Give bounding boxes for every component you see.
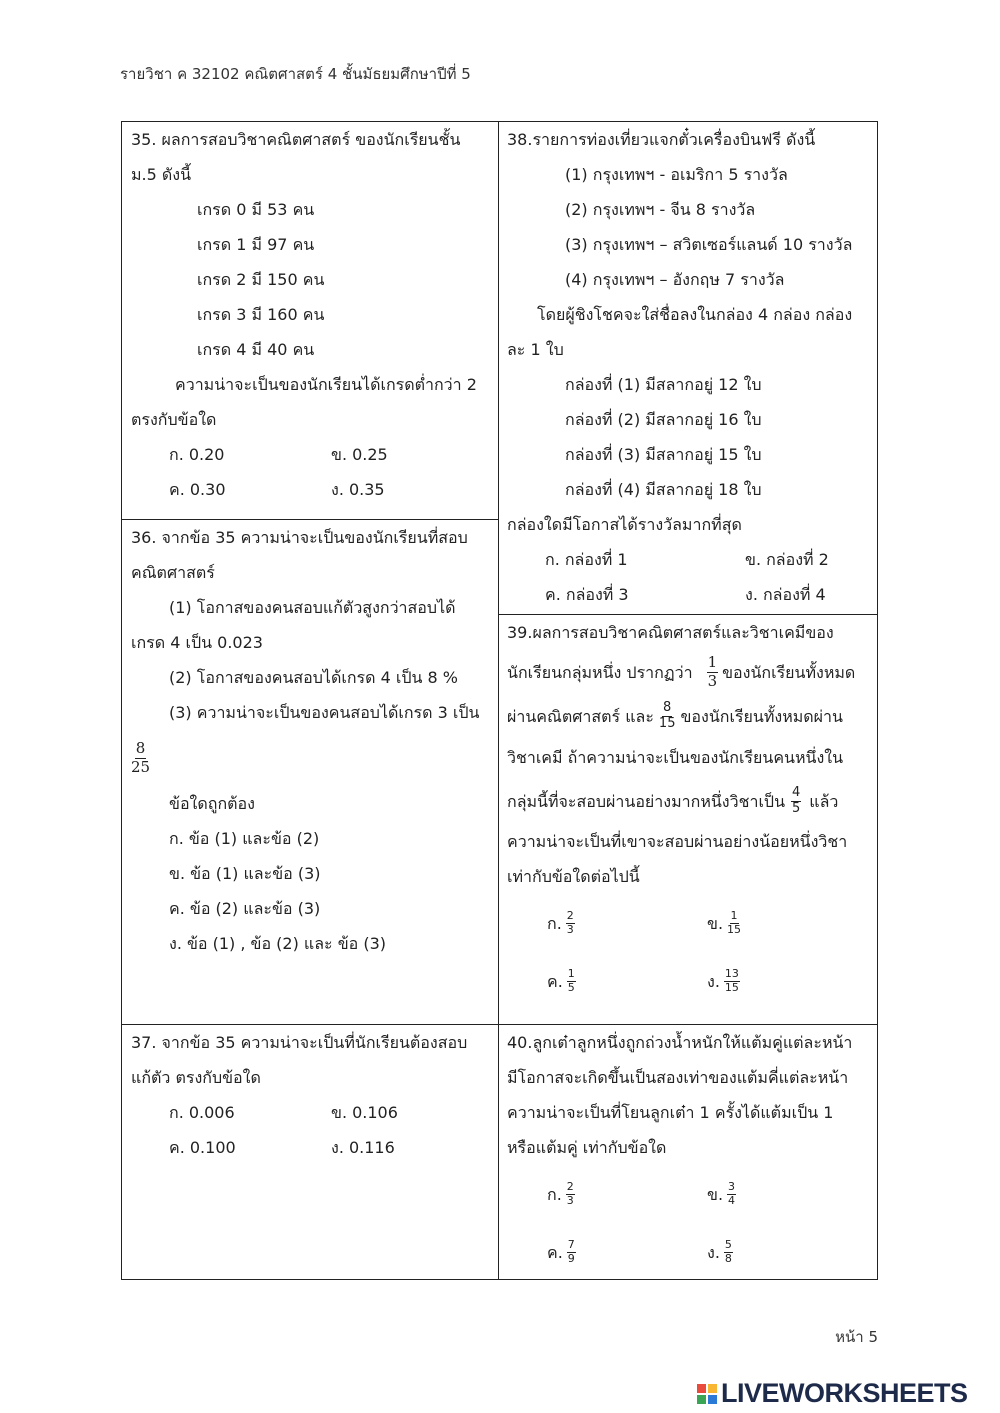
fraction: $\frac{8}{25}$ [131,739,151,776]
q39-text: ผ่านคณิตศาสตร์ และ [507,706,654,726]
logo-icon [697,1384,717,1404]
fraction: $\frac{1}{15}$ [727,908,742,936]
q40-text: หรือแต้มคู่ เท่ากับข้อใด [507,1138,667,1157]
answer-option[interactable]: ก. ข้อ (1) และข้อ (2) [169,829,320,848]
q40-text: ความน่าจะเป็นที่โยนลูกเต๋า 1 ครั้งได้แต้มเป็น 1 [507,1103,834,1122]
answer-option[interactable]: ข. $\frac{1}{15}$ [707,908,742,936]
prize-item: (1) กรุงเทพฯ - อเมริกา 5 รางวัล [565,165,788,184]
grade-row: เกรด 2 มี 150 คน [197,270,325,289]
q39-text: วิชาเคมี ถ้าความน่าจะเป็นของนักเรียนคนหนึ่งใน [507,748,844,767]
fraction: $\frac{2}{3}$ [566,1179,574,1207]
logo-block [697,1395,706,1404]
page-number: หน้า 5 [835,1328,878,1346]
q36-statement-2: (2) โอกาสของคนสอบได้เกรด 4 เป็น 8 % [169,668,458,687]
answer-option[interactable]: ง. 0.116 [331,1138,395,1157]
fraction: $\frac{7}{9}$ [567,1237,575,1265]
fraction: $\frac{1}{3}$ [707,653,718,690]
q35-question: ความน่าจะเป็นของนักเรียนได้เกรดต่ำกว่า 2 [175,375,477,394]
prize-item: (4) กรุงเทพฯ – อังกฤษ 7 รางวัล [565,270,785,289]
q40-text: มีโอกาสจะเกิดขึ้นเป็นสองเท่าของแต้มคี่แต่ละหน้า [507,1068,849,1087]
logo-block [708,1384,717,1393]
q39-text: กลุ่มนี้ที่จะสอบผ่านอย่างมากหนึ่งวิชาเป็น [507,791,786,811]
answer-option[interactable]: ค. 0.30 [169,480,226,499]
q39-text: ของนักเรียนทั้งหมด [722,662,856,682]
question-40 [507,1025,877,1279]
q38-note: ละ 1 ใบ [507,340,564,359]
logo-text: LIVEWORKSHEETS [721,1378,968,1408]
answer-option[interactable]: ค. $\frac{7}{9}$ [547,1237,575,1265]
fraction: $\frac{4}{5}$ [792,784,801,816]
question-35 [131,122,497,519]
q36-stem: 36. จากข้อ 35 ความน่าจะเป็นของนักเรียนที่สอบ [131,528,468,547]
box-item: กล่องที่ (4) มีสลากอยู่ 18 ใบ [565,480,762,499]
fraction: $\frac{3}{4}$ [728,1179,736,1207]
q35-question: ตรงกับข้อใด [131,410,217,429]
fraction: $\frac{1}{5}$ [567,966,575,994]
question-37 [131,1025,497,1279]
answer-option[interactable]: ก. $\frac{2}{3}$ [547,908,574,936]
box-item: กล่องที่ (2) มีสลากอยู่ 16 ใบ [565,410,762,429]
q39-text: ความน่าจะเป็นที่เขาจะสอบผ่านอย่างน้อยหนึ่งวิชา [507,832,848,851]
q39-text: ของนักเรียนทั้งหมดผ่าน [680,706,843,726]
q38-stem: 38.รายการท่องเที่ยวแจกตั๋วเครื่องบินฟรี ดังนี้ [507,130,816,149]
q39-text: แล้ว [809,791,839,811]
column-divider [498,122,499,1279]
liveworksheets-logo[interactable] [697,1378,968,1409]
prize-item: (3) กรุงเทพฯ – สวิตเซอร์แลนด์ 10 รางวัล [565,235,853,254]
q36-question: ข้อใดถูกต้อง [169,794,255,813]
answer-option[interactable]: ค. 0.100 [169,1138,236,1157]
q36-stem: คณิตศาสตร์ [131,563,215,582]
answer-option[interactable]: ค. $\frac{1}{5}$ [547,966,575,994]
q40-text: 40.ลูกเต๋าลูกหนึ่งถูกถ่วงน้ำหนักให้แต้มคู่แต่ละหน้า [507,1033,853,1052]
answer-option[interactable]: ก. $\frac{2}{3}$ [547,1179,574,1207]
q36-statement-3: (3) ความน่าจะเป็นของคนสอบได้เกรด 3 เป็น [169,703,480,722]
q37-stem: แก้ตัว ตรงกับข้อใด [131,1068,261,1087]
fraction: $\frac{5}{8}$ [724,1237,732,1265]
q38-note: โดยผู้ชิงโชคจะใส่ชื่อลงในกล่อง 4 กล่อง กล่อง [537,305,853,324]
question-39 [507,615,877,1024]
fraction: $\frac{8}{15}$ [658,699,676,731]
answer-option[interactable]: ง. $\frac{5}{8}$ [707,1237,732,1265]
q39-text: 39.ผลการสอบวิชาคณิตศาสตร์และวิชาเคมีของ [507,623,834,642]
answer-option[interactable]: ก. กล่องที่ 1 [545,550,628,569]
answer-option[interactable]: ง. $\frac{13}{15}$ [707,966,739,994]
logo-block [708,1395,717,1404]
answer-option[interactable]: ข. $\frac{3}{4}$ [707,1179,736,1207]
q37-stem: 37. จากข้อ 35 ความน่าจะเป็นที่นักเรียนต้องสอบ [131,1033,468,1052]
answer-option[interactable]: ค. ข้อ (2) และข้อ (3) [169,899,321,918]
answer-option[interactable]: ข. 0.106 [331,1103,398,1122]
q36-statement-1: (1) โอกาสของคนสอบแก้ตัวสูงกว่าสอบได้ [169,598,456,617]
prize-item: (2) กรุงเทพฯ - จีน 8 รางวัล [565,200,756,219]
box-item: กล่องที่ (3) มีสลากอยู่ 15 ใบ [565,445,762,464]
q38-question: กล่องใดมีโอกาสได้รางวัลมากที่สุด [507,515,742,534]
q35-stem: 35. ผลการสอบวิชาคณิตศาสตร์ ของนักเรียนชั้น [131,130,461,149]
answer-option[interactable]: ข. ข้อ (1) และข้อ (3) [169,864,321,883]
grade-row: เกรด 4 มี 40 คน [197,340,315,359]
answer-option[interactable]: ก. 0.006 [169,1103,235,1122]
fraction: $\frac{13}{15}$ [724,966,739,994]
answer-option[interactable]: ค. กล่องที่ 3 [545,585,629,604]
answer-option[interactable]: ข. 0.25 [331,445,388,464]
q35-stem: ม.5 ดังนี้ [131,165,192,184]
question-38 [507,122,877,614]
answer-option[interactable]: ข. กล่องที่ 2 [745,550,829,569]
grade-row: เกรด 3 มี 160 คน [197,305,325,324]
q36-fraction-row [131,730,497,786]
grade-row: เกรด 1 มี 97 คน [197,235,315,254]
logo-block [697,1384,706,1393]
answer-option[interactable]: ง. 0.35 [331,480,385,499]
answer-option[interactable]: ง. ข้อ (1) , ข้อ (2) และ ข้อ (3) [169,934,387,953]
question-36 [131,520,497,1023]
q36-statement-1: เกรด 4 เป็น 0.023 [131,633,263,652]
answer-option[interactable]: ง. กล่องที่ 4 [745,585,826,604]
question-grid [121,121,878,1280]
box-item: กล่องที่ (1) มีสลากอยู่ 12 ใบ [565,375,762,394]
answer-option[interactable]: ก. 0.20 [169,445,225,464]
page-header: รายวิชา ค 32102 คณิตศาสตร์ 4 ชั้นมัธยมศึกษาปีที่ 5 [120,65,471,83]
grade-row: เกรด 0 มี 53 คน [197,200,315,219]
q39-text: เท่ากับข้อใดต่อไปนี้ [507,867,640,886]
q39-text: นักเรียนกลุ่มหนึ่ง ปรากฏว่า [507,662,693,682]
fraction: $\frac{2}{3}$ [566,908,574,936]
